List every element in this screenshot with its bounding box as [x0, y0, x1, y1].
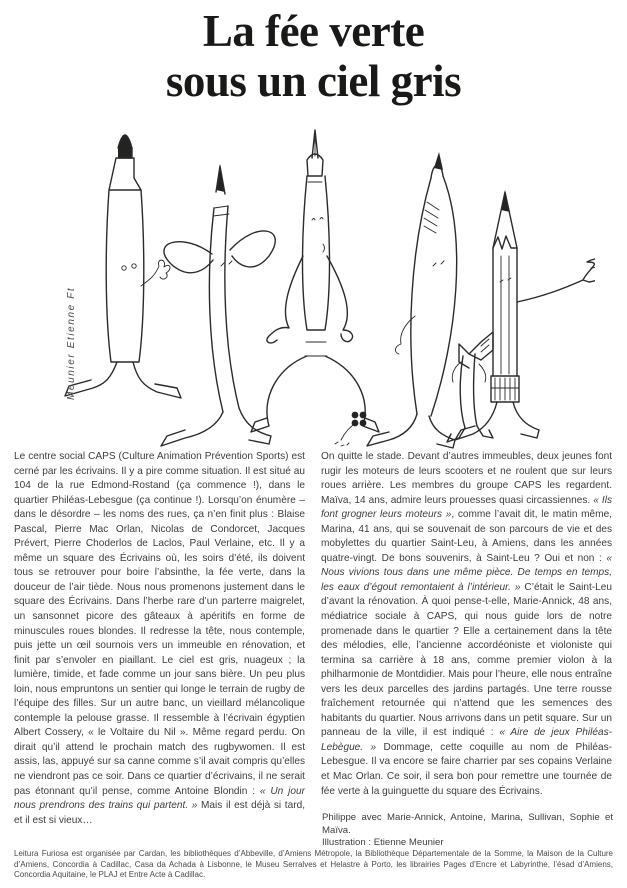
illustrator-signature: Meunier Etienne Ft [66, 286, 77, 400]
marker-pen-figure [65, 135, 181, 398]
book-reader-figure [447, 332, 493, 442]
article-column-right: On quitte le stade. Devant d’autres immeubles, deux jeunes font rugir les moteurs de leurs scooters et ne roulent que sur leurs roues arrière. Les membres du groupe CAPS les regardent. Maïva, 14 ans, admire leurs prouesses quasi circassiennes. « Ils font grogner leurs moteurs », comme l’avait dit, le matin même, Marina, 41 ans, qui se souvenait de son parcours de vie et des mobylettes du quartier Saint-Leu, à Amiens, dans les années quatre-vingt. De bons souvenirs, à Saint-Leu ? Oui et non : « Nous vivions tous dans une même pièce. De temps en temps, les eaux d’égout remontaient à l’intérieur. » C’était le Saint-Leu d’avant la rénovation. À quoi pense-t-elle, Marie-Annick, 48 ans, médiatrice sociale à CAPS, qui nous guide lors de notre promenade dans le quartier ? Elle a certainement dans la tête des mélodies, elle, l’ancienne accordéoniste et violoniste qui termina sa carrière à 18 ans, comme premier violon à la philharmonie de Montdidier. Mais pour l’heure, elle nous entraîne vers les deux parcelles des jardins partagés. Une terre rousse fraîchement retournée qui n’attend que les semences des habitants du quartier. Nous arrivons dans un petit square. Sur un panneau de la ville, il est indiqué : « Aire de jeux Philéas-Lebègue. » Dommage, cette coquille au nom de Philéas-Lebesgue. Il va encore se faire charrier par ses copains Verlaine et Mac Orlan. Ce soir, il sera bon pour remettre une tournée de fée verte à la guinguette du square des Écrivains. [321, 451, 613, 797]
brush-pen-figure [161, 164, 275, 446]
pens-illustration-svg [35, 116, 595, 452]
flower [335, 412, 366, 446]
article-column-left: Le centre social CAPS (Culture Animation Prévention Sports) est cerné par les écrivains. Il y a pire comme situation. Il est situé au 104 de la rue Edmond-Rostand (ça commence !), dans le quartier Philéas-Lebesgue (ça continue !). Lorsqu’on énumère – dans le désordre – les noms des rues, ça n’en finit plus : Blaise Pascal, Pierre Mac Orlan, Nicolas de Condorcet, Jacques Prévert, Pierre Choderlos de Laclos, Paul Verlaine, etc. Il y a même un square des Écrivains où, les soirs d’été, ils doivent tous se retrouver pour boire l’absinthe, la fée verte, dans la douceur de l’air tiède. Nous nous promenons justement dans le square des Écrivains. Dans l’herbe rare d’un parterre maigrelet, un sansonnet picore des gâteaux à apéritifs en forme de minuscules roues blondes. Il redresse la tête, nous contemple, puis jette un œil sournois vers un immeuble en rénovation, et finit par s’envoler en piaillant. Le ciel est gris, nuageux ; la lumière, timide, et fade comme un jour sans bière. Un peu plus loin, nous empruntons un sentier qui longe le terrain de rugby de l’équipe des filles. Sur un autre banc, un vieillard mélancolique contemple la pelouse grasse. Il ressemble à l’écrivain égyptien Albert Cossery, « le Voltaire du Nil ». Même regard perdu. On dirait qu’il attend le prochain match des rugbywomen. Il est assis, las, appuyé sur sa canne comme s’il avait compris qu’elles ne viendront pas ce soir. Dans ce quartier d’écrivains, il ne serait pas étonnant qu’il pense, comme Antoine Blondin : « Un jour nous prendrons des trains qui partent. » Mais il est déjà si tard, et il est si vieux… [14, 451, 305, 826]
page-title [0, 6, 627, 106]
footer-credits: Leitura Furiosa est organisée par Cardan, les bibliothèques d’Abbeville, d’Amiens Métropole, la Bibliothèque Départementale de la Somme, la Maison de la Culture d’Amiens, Concordia à Cadillac, Casa da Achada à Lisbonne, le Museu Serralves et Helastre à Porto, les librairies Pages d’Encre et Labyrinthe, l’ésad d’Amiens, Concordia Aquitaine, le PLAJ et Entre Acte à Cadillac. [14, 849, 613, 879]
title-line-2: sous un ciel gris [165, 56, 462, 106]
pencil-figure [455, 190, 595, 440]
byline-credits: Philippe avec Marie-Annick, Antoine, Marina, Sullivan, Sophie et Maïva. [322, 812, 613, 836]
byline-illustrator: Illustration : Etienne Meunier [322, 837, 444, 848]
pens-illustration [35, 116, 595, 452]
title-line-1: La fée verte [202, 6, 425, 56]
article-body [14, 450, 613, 828]
curved-pen-figure [367, 152, 457, 448]
byline [322, 812, 613, 850]
fountain-pen-figure [251, 130, 379, 432]
